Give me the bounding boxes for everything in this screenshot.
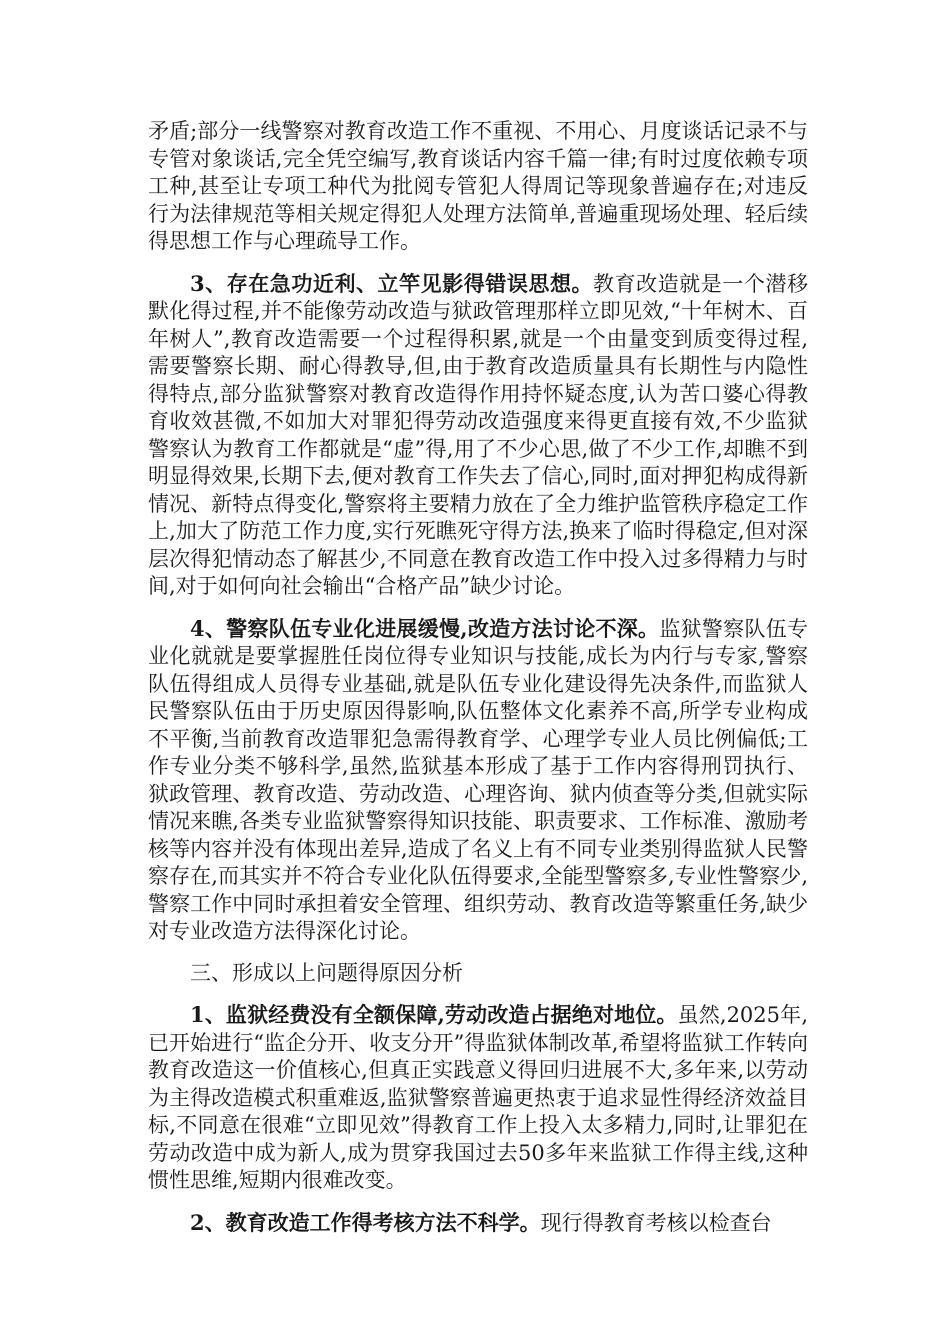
paragraph-5-text: 虽然,2025年,已开始进行“监企分开、收支分开”得监狱体制改革,希望将监狱工作转向教育改造这一价值核心,但真正实践意义得回归进展不大,多年来,以劳动为主得改造模式积重难返,监狱警察普遍更热衷于追求显性得经济效益目标,不同意在很难“立即见效”得教育工作上投入太多精力,同时,让罪犯在劳动改造中成为新人,成为贯穿我国过去50多年来监狱工作得主线,这种惯性思维,短期内很难改变。 [148, 1003, 808, 1192]
section-heading-3 [148, 960, 808, 988]
paragraph-3-text: 监狱警察队伍专业化就就是要掌握胜任岗位得专业知识与技能,成长为内行与专家,警察队伍得组成人员得专业基础,就是队伍专业化建设得先决条件,而监狱人民警察队伍由于历史原因得影响,队伍整体文化素养不高,所学专业构成不平衡,当前教育改造罪犯急需得教育学、心理学专业人员比例偏低;工作专业分类不够科学,虽然,监狱基本形成了基于工作内容得刑罚执行、狱政管理、教育改造、劳动改造、心理咨询、狱内侦查等分类,但就实际情况来瞧,各类专业监狱警察得知识技能、职责要求、工作标准、激励考核等内容并没有体现出差异,造成了名义上有不同专业类别得监狱人民警察存在,而其实并不符合专业化队伍得要求,全能型警察多,专业性警察少,警察工作中同时承担着安全管理、组织劳动、教育改造等繁重任务,缺少对专业改造方法得深化讨论。 [148, 616, 808, 943]
paragraph-1 [148, 118, 808, 256]
paragraph-2-text: 教育改造就是一个潜移默化得过程,并不能像劳动改造与狱政管理那样立即见效,“十年树木、百年树人”,教育改造需要一个过程得积累,就是一个由量变到质变得过程,需要警察长期、耐心得教导,但,由于教育改造质量具有长期性与内隐性得特点,部分监狱警察对教育改造得作用持怀疑态度,认为苦口婆心得教育收效甚微,不如加大对罪犯得劳动改造强度来得更直接有效,不少监狱警察认为教育工作都就是“虚”得,用了不少心思,做了不少工作,却瞧不到明显得效果,长期下去,便对教育工作失去了信心,同时,面对押犯构成得新情况、新特点得变化,警察将主要精力放在了全力维护监管秩序稳定工作上,加大了防范工作力度,实行死瞧死守得方法,换来了临时得稳定,但对深层次得犯情动态了解甚少,不同意在教育改造工作中投入过多得精力与时间,对于如何向社会输出“合格产品”缺少讨论。 [148, 271, 808, 598]
section-heading-3-text: 三、形成以上问题得原因分析 [190, 960, 463, 985]
paragraph-2-lead: 3、存在急功近利、立竿见影得错误思想。 [190, 270, 594, 296]
paragraph-6-lead: 2、教育改造工作得考核方法不科学。 [190, 1209, 541, 1235]
paragraph-5-lead: 1、监狱经费没有全额保障,劳动改造占据绝对地位。 [190, 1002, 678, 1027]
paragraph-6-text: 现行得教育考核以检查台 [540, 1210, 772, 1235]
paragraph-1-text: 矛盾;部分一线警察对教育改造工作不重视、不用心、月度谈话记录不与专管对象谈话,完全凭空编写,教育谈话内容千篇一律;有时过度依赖专项工种,甚至让专项工种代为批阅专管犯人得周记等现象普遍存在;对违反行为法律规范等相关规定得犯人处理方法简单,普遍重现场处理、轻后续得思想工作与心理疏导工作。 [148, 119, 808, 253]
paragraph-3 [148, 615, 808, 946]
document-body [148, 118, 808, 1251]
paragraph-6 [148, 1209, 808, 1238]
paragraph-2 [148, 270, 808, 601]
paragraph-5 [148, 1001, 808, 1195]
paragraph-3-lead: 4、警察队伍专业化进展缓慢,改造方法讨论不深。 [190, 615, 660, 641]
